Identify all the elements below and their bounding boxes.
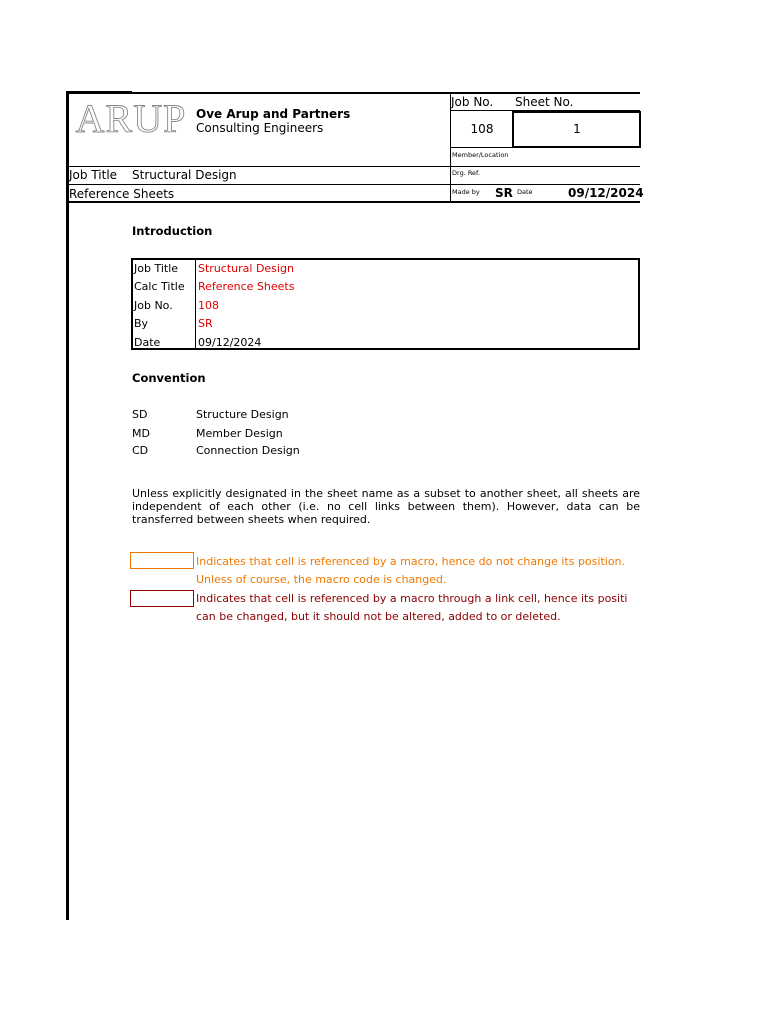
convention-meaning: Member Design	[196, 427, 283, 440]
convention-code: CD	[132, 444, 149, 457]
convention-meaning: Structure Design	[196, 408, 289, 421]
job-no-value: 108	[470, 122, 494, 136]
sheet-no-label: Sheet No.	[515, 95, 574, 109]
info-value: 09/12/2024	[198, 336, 262, 349]
info-label: By	[134, 317, 149, 330]
date-value: 09/12/2024	[568, 186, 644, 200]
svg-text:ARUP: ARUP	[75, 96, 187, 138]
top-border	[66, 92, 640, 94]
introduction-heading: Introduction	[132, 224, 213, 238]
info-value: 108	[198, 299, 219, 312]
convention-code: MD	[132, 427, 150, 440]
company-subtitle: Consulting Engineers	[196, 121, 324, 135]
arup-logo	[75, 96, 187, 138]
member-location-label: Member/Location	[452, 151, 509, 159]
info-label: Job Title	[134, 262, 179, 275]
convention-meaning: Connection Design	[196, 444, 300, 457]
left-border	[66, 92, 69, 920]
orange-legend-text-1: Indicates that cell is referenced by a macro, hence do not change its position.	[196, 555, 626, 568]
orange-legend-swatch	[130, 552, 194, 569]
info-value: Structural Design	[198, 262, 294, 275]
intro-info-table	[131, 258, 640, 350]
date-label: Date	[517, 188, 533, 196]
info-value: SR	[198, 317, 213, 330]
made-by-value: SR	[495, 186, 513, 200]
company-name: Ove Arup and Partners	[196, 107, 351, 121]
job-no-label: Job No.	[451, 95, 494, 109]
convention-heading: Convention	[132, 371, 206, 385]
made-by-label: Made by	[452, 188, 480, 196]
convention-code: SD	[132, 408, 148, 421]
red-legend-swatch	[130, 590, 194, 607]
sheet-no-value: 1	[573, 122, 581, 136]
reference-sheets-value: Reference Sheets	[69, 187, 175, 201]
drg-ref-label: Drg. Ref.	[452, 169, 480, 177]
row-line-a	[66, 166, 640, 167]
info-label: Calc Title	[134, 280, 185, 293]
info-label: Date	[134, 336, 161, 349]
convention-paragraph: Unless explicitly designated in the sheet name as a subset to another sheet, all sheets are independent of each other (i.e. no cell links between them). However, data can be transferred between sheets when required.	[132, 487, 640, 526]
red-legend-text-1	[196, 592, 640, 605]
info-label: Job No.	[134, 299, 173, 312]
red-legend-text-2: can be changed, but it should not be altered, added to or deleted.	[196, 610, 561, 623]
row-line-b	[66, 184, 640, 185]
orange-legend-text-2: Unless of course, the macro code is changed.	[196, 573, 447, 586]
header-bottom-border	[66, 201, 640, 203]
header-row-line-2	[450, 147, 640, 148]
red-legend-text-1-content: Indicates that cell is referenced by a macro through a link cell, hence its positi	[196, 592, 628, 605]
job-title-value: Structural Design	[132, 168, 237, 182]
info-value: Reference Sheets	[198, 280, 295, 293]
job-title-label: Job Title	[69, 168, 118, 182]
